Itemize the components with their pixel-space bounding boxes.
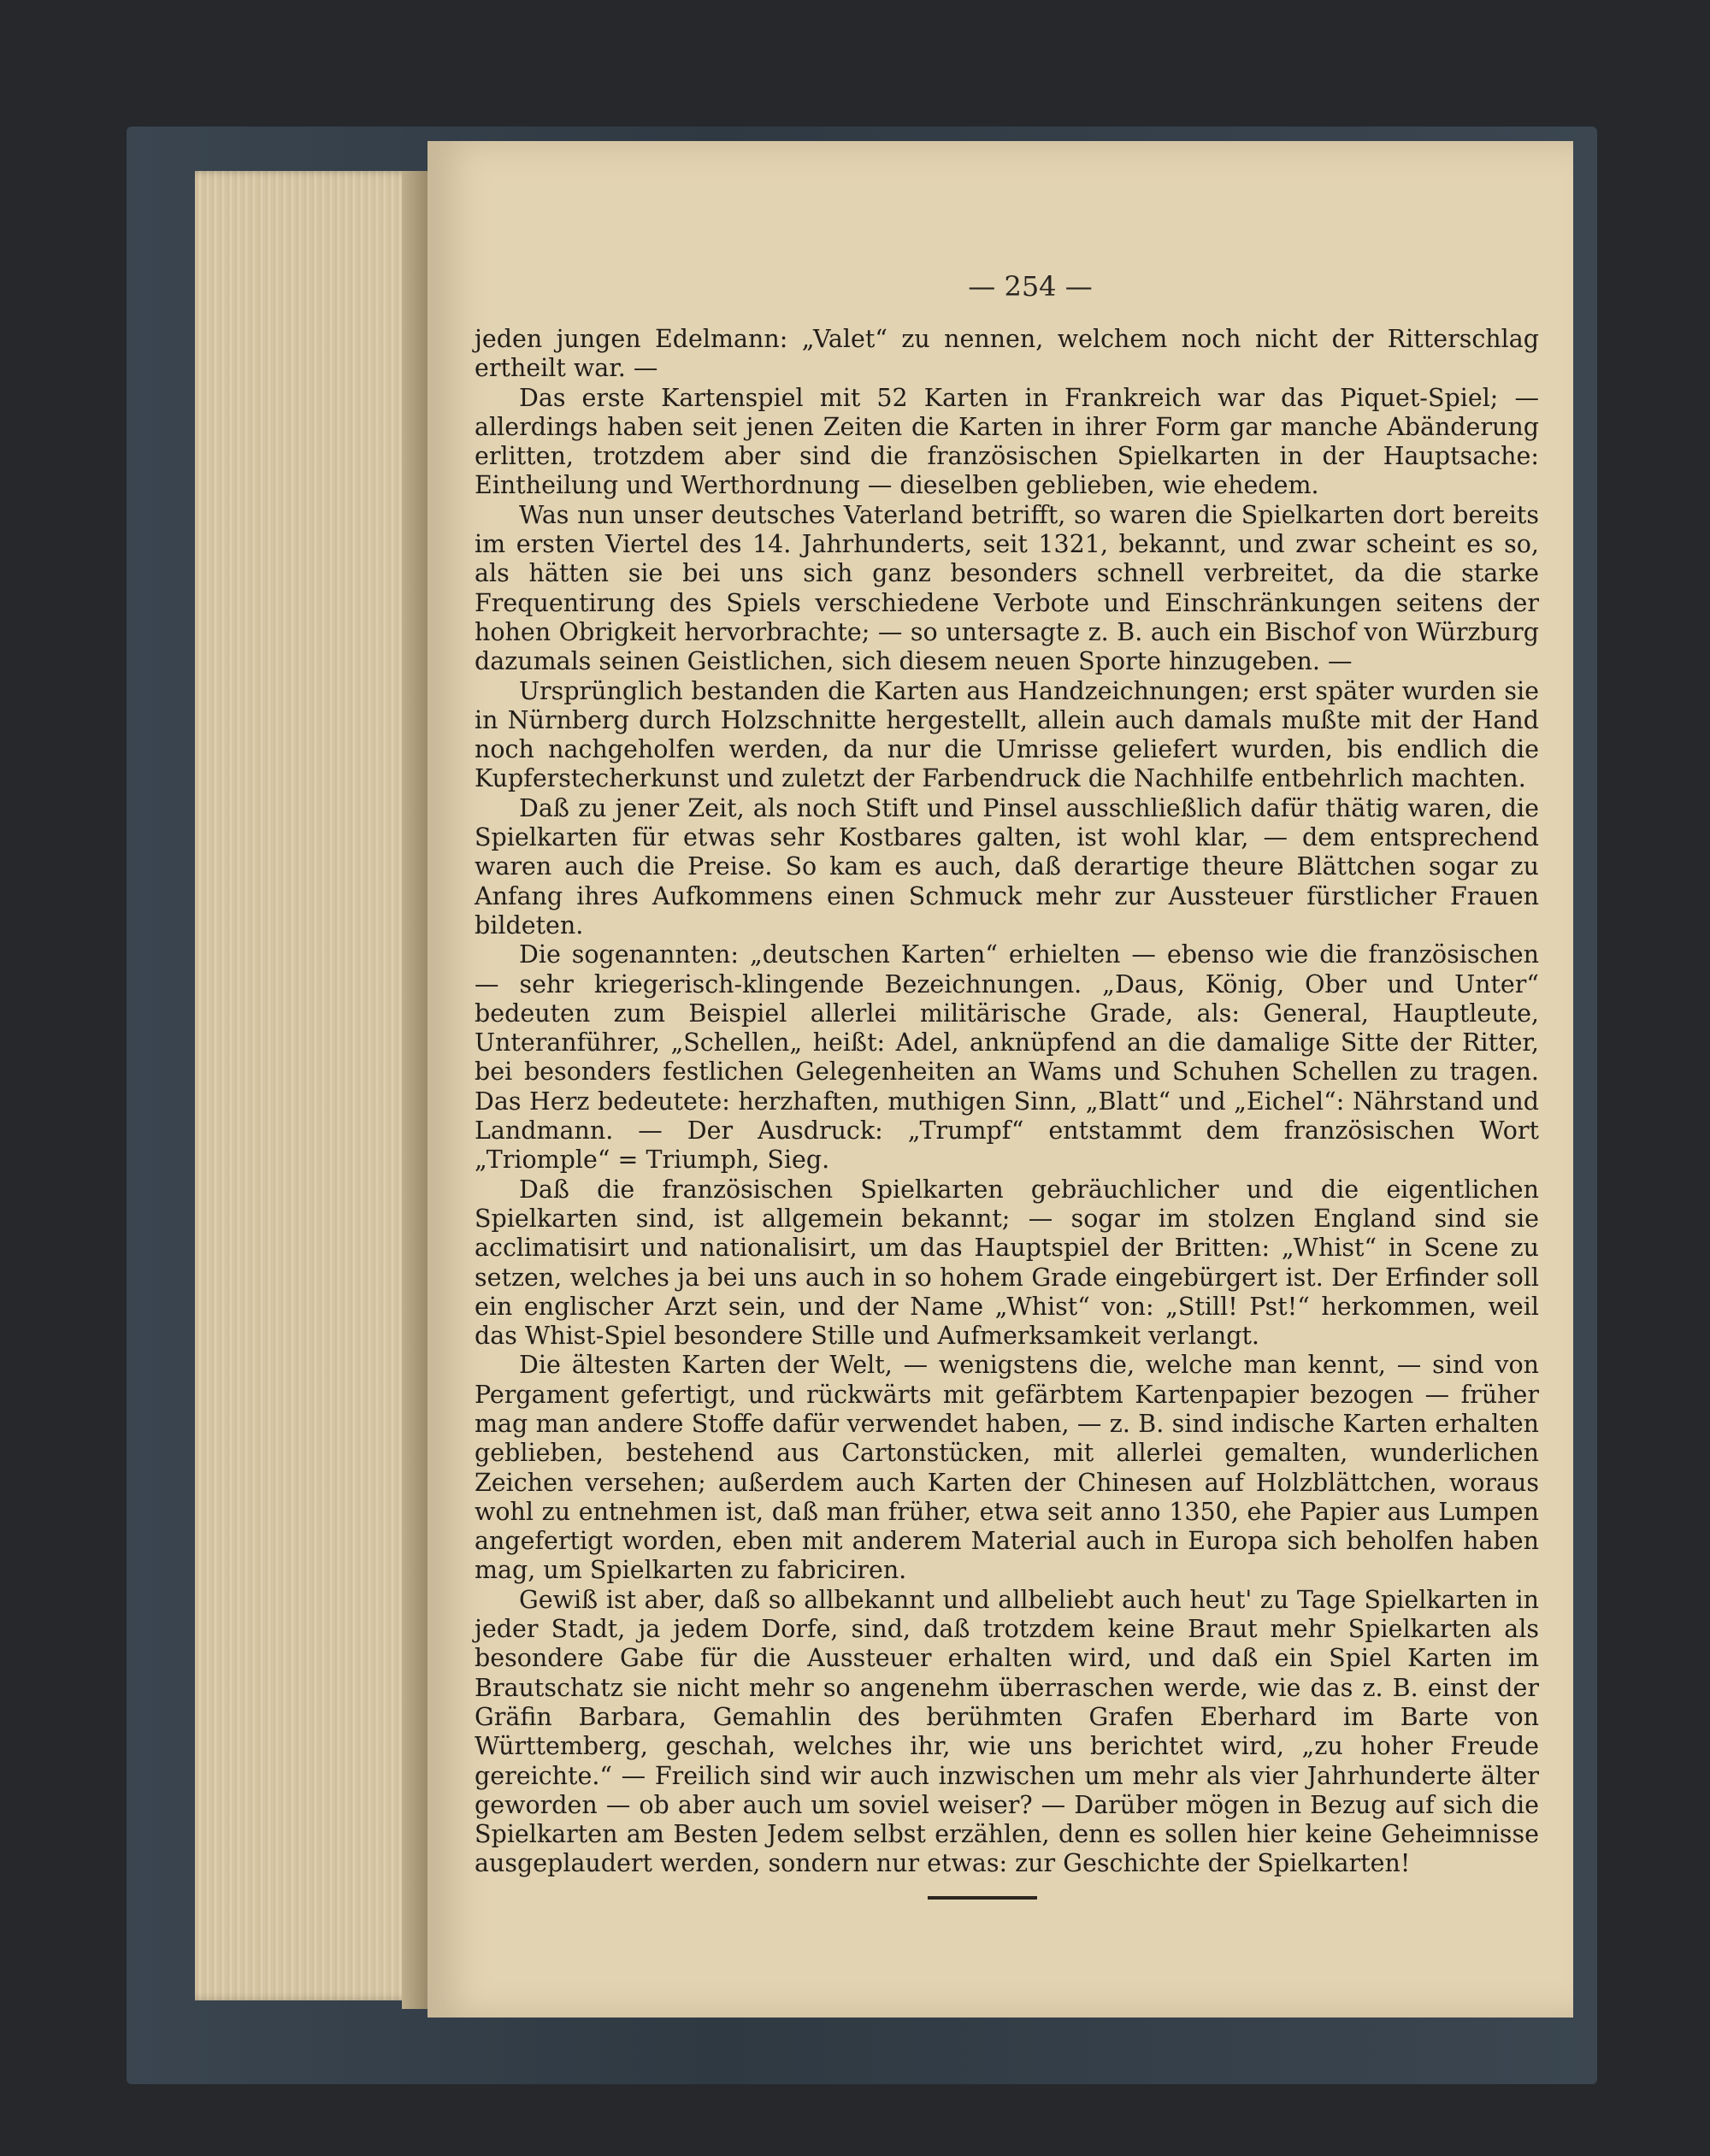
end-rule [928, 1896, 1037, 1900]
paragraph: Das erste Kartenspiel mit 52 Karten in Frankreich war das Piquet-Spiel; — allerdings haben seit jenen Zeiten die Karten in ihrer Form gar manche Abänderung erlitten, trotzdem aber sind die französischen Spielkarten in der Hauptsache: Eintheilung und Werthordnung — dieselben geblieben, wie ehedem. [475, 383, 1539, 500]
paragraph: Ursprünglich bestanden die Karten aus Handzeichnungen; erst später wurden sie in Nürnberg durch Holzschnitte hergestellt, allein auch damals mußte mit der Hand noch nachgeholfen werden, da nur die Umrisse geliefert wurden, bis endlich die Kupferstecherkunst und zuletzt der Farbendruck die Nachhilfe entbehrlich machten. [475, 676, 1539, 793]
paragraph: jeden jungen Edelmann: „Valet“ zu nennen, welchem noch nicht der Ritterschlag ertheilt war. — [475, 325, 1539, 383]
page-number: — 254 — [968, 270, 1093, 303]
page-text [475, 325, 1539, 1879]
paragraph: Die sogenannten: „deutschen Karten“ erhielten — ebenso wie die französischen — sehr kriegerisch-klingende Bezeichnungen. „Daus, König, Ober und Unter“ bedeuten zum Beispiel allerlei militärische Grade, als: General, Hauptleute, Unteranführer, „Schellen„ heißt: Adel, anknüpfend an die damalige Sitte der Ritter, bei besonders festlichen Gelegenheiten an Wams und Schuhen Schellen zu tragen. Das Herz bedeutete: herzhaften, muthigen Sinn, „Blatt“ und „Eichel“: Nährstand und Landmann. — Der Ausdruck: „Trumpf“ entstammt dem französischen Wort „Triomple“ = Triumph, Sieg. [475, 940, 1539, 1175]
paragraph: Daß zu jener Zeit, als noch Stift und Pinsel ausschließlich dafür thätig waren, die Spielkarten für etwas sehr Kostbares galten, ist wohl klar, — dem entsprechend waren auch die Preise. So kam es auch, daß derartige theure Blättchen sogar zu Anfang ihres Aufkommens einen Schmuck mehr zur Aussteuer fürstlicher Frauen bildeten. [475, 793, 1539, 940]
paragraph: Was nun unser deutsches Vaterland betrifft, so waren die Spielkarten dort bereits im ersten Viertel des 14. Jahrhunderts, seit 1321, bekannt, und zwar scheint es so, als hätten sie bei uns sich ganz besonders schnell verbreitet, da die starke Frequentirung des Spiels verschiedene Verbote und Einschränkungen seitens der hohen Obrigkeit hervorbrachte; — so untersagte z. B. auch ein Bischof von Würzburg dazumals seinen Geistlichen, sich diesem neuen Sporte hinzugeben. — [475, 500, 1539, 676]
paragraph: Daß die französischen Spielkarten gebräuchlicher und die eigentlichen Spielkarten sind, ist allgemein bekannt; — sogar im stolzen England sind sie acclimatisirt und nationalisirt, um das Hauptspiel der Britten: „Whist“ in Scene zu setzen, welches ja bei uns auch in so hohem Grade eingebürgert ist. Der Erfinder soll ein englischer Arzt sein, und der Name „Whist“ von: „Still! Pst!“ herkommen, weil das Whist-Spiel besondere Stille und Aufmerksamkeit verlangt. [475, 1175, 1539, 1351]
paragraph: Gewiß ist aber, daß so allbekannt und allbeliebt auch heut' zu Tage Spielkarten in jeder Stadt, ja jedem Dorfe, sind, daß trotzdem keine Braut mehr Spielkarten als besondere Gabe für die Aussteuer erhalten wird, und daß ein Spiel Karten im Brautschatz sie nicht mehr so angenehm überraschen werde, wie das z. B. einst der Gräfin Barbara, Gemahlin des berühmten Grafen Eberhard im Barte von Württemberg, geschah, welches ihr, wie uns berichtet wird, „zu hoher Freude gereichte.“ — Freilich sind wir auch inzwischen um mehr als vier Jahrhunderte älter geworden — ob aber auch um soviel weiser? — Darüber mögen in Bezug auf sich die Spielkarten am Besten Jedem selbst erzählen, denn es sollen hier keine Geheimnisse ausgeplaudert werden, sondern nur etwas: zur Geschichte der Spielkarten! [475, 1585, 1539, 1878]
paragraph: Die ältesten Karten der Welt, — wenigstens die, welche man kennt, — sind von Pergament gefertigt, und rückwärts mit gefärbtem Kartenpapier bezogen — früher mag man andere Stoffe dafür verwendet haben, — z. B. sind indische Karten erhalten geblieben, bestehend aus Cartonstücken, mit allerlei gemalten, wunderlichen Zeichen versehen; außerdem auch Karten der Chinesen auf Holzblättchen, woraus wohl zu entnehmen ist, daß man früher, etwa seit anno 1350, ehe Papier aus Lumpen angefertigt worden, eben mit anderem Material auch in Europa sich beholfen haben mag, um Spielkarten zu fabriciren. [475, 1351, 1539, 1585]
